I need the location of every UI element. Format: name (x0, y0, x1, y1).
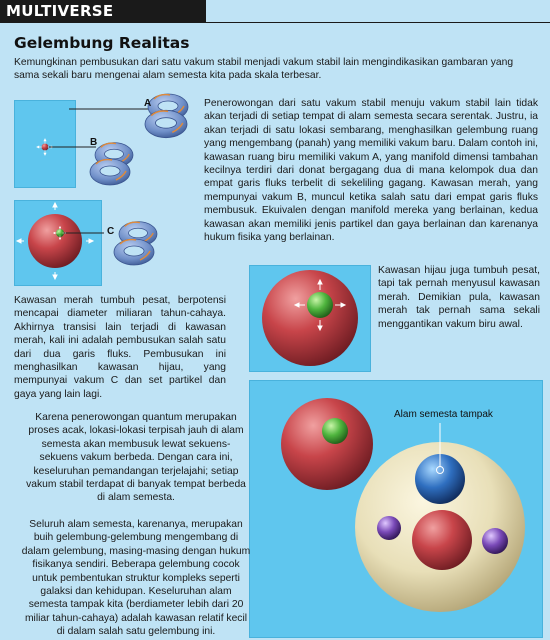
paragraph-1: Penerowongan dari satu vakum stabil menuju vakum stabil lain tidak akan terjadi di setiap tempat di alam semesta secara serentak. Justru, ia akan terjadi di satu lokasi sembarang, menghasilkan gelembung ruang yang mengembang (panah) yang memiliki vakum baru. Dalam contoh ini, kawasan ruang biru memiliki vakum A, yang manifold dimensi tambahan kecilnya terdiri dari donat bergagang dua di mana kelompok dua dan empat garis fluks terbelit di sekeliling gagang. Kawasan merah, yang mempunyai vakum B, muncul ketika salah satu dari empat garis fluks membusuk. Ekuivalen dengan manifold mereka yang berlainan, kedua kawasan akan memiliki jenis partikel dan gaya berlainan dan karenanya hukum fisika yang berlainan. (204, 98, 538, 244)
paragraph-5: Seluruh alam semesta, karenanya, merupakan buih gelembung-gelembung mengembang di dalam gelembung, masing-masing dengan hukum fisikanya sendiri. Beberapa gelembung cocok untuk pembentukan struktur kompleks seperti galaksi dan kehidupan. Keseluruhan alam semesta tampak kita (berdiameter lebih dari 20 miliar tahun-cahaya) adalah kawasan relatif kecil di dalam salah satu gelembung ini. (21, 519, 251, 638)
paragraph-4: Karena penerowongan quantum merupakan proses acak, lokasi-lokasi terpisah jauh di alam semesta akan membusuk lewat sekuens-sekuens vakum berbeda. Dengan cara ini, keseluruhan pemandangan terjelajahi; setiap vakum stabil terdapat di banyak tempat berbeda di alam semesta. (26, 412, 246, 504)
page-title: Gelembung Realitas (14, 34, 190, 52)
label-visible-universe: Alam semesta tampak (394, 409, 493, 420)
paragraph-3: Kawasan hijau juga tumbuh pesat, tapi tak pernah menyusul kawasan merah. Demikian pula, kawasan merah tak pernah sama sekali menggantikan vakum biru awal. (378, 265, 540, 330)
label-a: A (144, 98, 152, 109)
label-b: B (90, 137, 98, 148)
green-bubble-detached (322, 418, 348, 444)
red-bubble-detached (281, 398, 373, 490)
purple-bubble-right (482, 528, 508, 554)
purple-bubble-left (377, 516, 401, 540)
label-c: C (107, 226, 115, 237)
intro-text: Kemungkinan pembusukan dari satu vakum stabil menjadi vakum stabil lain mengindikasikan gambaran yang sama sekali baru mengenai alam semesta kita pada skala terbesar. (14, 57, 514, 82)
red-bubble-inner (412, 510, 472, 570)
section-header: MULTIVERSE (0, 0, 206, 22)
paragraph-2: Kawasan merah tumbuh pesat, berpotensi mencapai diameter miliaran tahun-cahaya. Akhirnya transisi lain terjadi di kawasan merah, kali ini adalah pembusukan salah satu dari dua garis fluks. Pembusukan ini menghasilkan kawasan hijau, yang mempunyai vakum C dan set partikel dan gaya yang lain lagi. (14, 295, 226, 400)
